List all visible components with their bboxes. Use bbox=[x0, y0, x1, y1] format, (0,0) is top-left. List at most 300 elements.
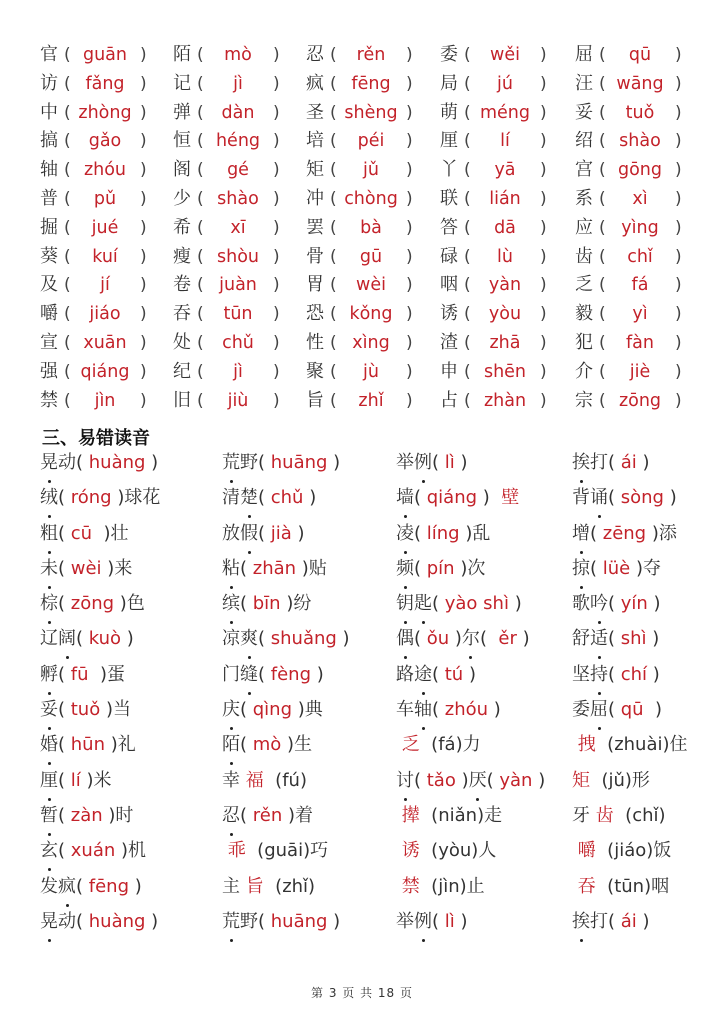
hanzi-character: 陌 bbox=[173, 44, 191, 65]
highlighted-pinyin: zēng bbox=[597, 522, 652, 544]
pinyin-answer: jì bbox=[233, 73, 243, 94]
punctuation: yòu bbox=[438, 840, 472, 862]
punctuation: ( bbox=[425, 734, 439, 756]
left-paren: ( bbox=[197, 102, 204, 123]
left-paren: ( bbox=[330, 73, 337, 94]
punctuation: ) bbox=[286, 593, 294, 615]
punctuation: jǔ bbox=[608, 769, 625, 791]
pinyin-answer: gǎo bbox=[88, 131, 122, 152]
hanzi-character: 联 bbox=[440, 187, 458, 209]
right-paren: ) bbox=[675, 188, 682, 209]
pinyin-answer: zhā bbox=[489, 332, 521, 353]
pinyin-answer: kǒng bbox=[349, 304, 393, 325]
reading-entry bbox=[572, 729, 688, 764]
left-paren: ( bbox=[330, 332, 337, 353]
left-paren: ( bbox=[330, 390, 337, 411]
punctuation: ) bbox=[297, 699, 305, 721]
emphasized-character: 婚 bbox=[40, 729, 58, 761]
left-paren: ( bbox=[64, 246, 71, 267]
reading-entry bbox=[222, 835, 328, 870]
left-paren: ( bbox=[64, 332, 71, 353]
reading-entry bbox=[572, 482, 677, 517]
reading-entry bbox=[222, 588, 311, 623]
reading-entry bbox=[40, 482, 160, 517]
reading-entry bbox=[40, 835, 146, 870]
word-character: 色 bbox=[126, 593, 145, 615]
left-paren: ( bbox=[64, 361, 71, 382]
right-paren: ) bbox=[540, 45, 547, 65]
punctuation: ( bbox=[258, 628, 266, 650]
word-character: 机 bbox=[128, 840, 147, 862]
punctuation: ) bbox=[460, 910, 468, 932]
punctuation: ) bbox=[110, 734, 118, 756]
punctuation: ) bbox=[126, 628, 134, 650]
emphasized-character: 偶 bbox=[396, 623, 414, 655]
punctuation: ) bbox=[333, 452, 341, 473]
left-paren: ( bbox=[464, 304, 471, 325]
emphasized-character: 凌 bbox=[396, 518, 414, 550]
word-character: 打 bbox=[590, 452, 608, 473]
right-paren: ) bbox=[406, 73, 413, 94]
word-character: 蛋 bbox=[106, 663, 125, 685]
hanzi-character: 骨 bbox=[306, 245, 324, 267]
punctuation: ) bbox=[316, 663, 324, 685]
punctuation: ) bbox=[99, 663, 107, 685]
hanzi-character: 希 bbox=[173, 216, 191, 238]
hanzi-character: 毅 bbox=[575, 303, 593, 325]
right-paren: ) bbox=[406, 275, 413, 296]
reading-entry bbox=[572, 800, 666, 835]
pinyin-answer: qiáng bbox=[80, 361, 130, 382]
reading-entry bbox=[40, 553, 132, 588]
pinyin-row bbox=[40, 387, 710, 416]
left-paren: ( bbox=[197, 304, 204, 325]
right-paren: ) bbox=[273, 188, 280, 209]
pinyin-answer: jǔ bbox=[363, 160, 379, 181]
pinyin-answer: fēng bbox=[351, 73, 391, 94]
emphasized-character: 玄 bbox=[40, 835, 58, 867]
punctuation: ( bbox=[432, 663, 440, 685]
highlighted-pinyin: tǎo bbox=[421, 769, 462, 791]
highlighted-pinyin: fēng bbox=[83, 875, 135, 897]
word-character: 委 bbox=[572, 699, 590, 721]
word-character: 贴 bbox=[308, 557, 327, 579]
hanzi-character: 恐 bbox=[306, 303, 324, 325]
right-paren: ) bbox=[675, 217, 682, 238]
highlighted-pinyin: qìng bbox=[247, 699, 298, 721]
emphasized-character: 楚 bbox=[240, 482, 258, 514]
punctuation: tūn bbox=[614, 875, 645, 897]
punctuation: ) bbox=[151, 910, 159, 932]
easy-mistake-readings-grid bbox=[40, 447, 720, 941]
hanzi-character: 诱 bbox=[440, 303, 458, 325]
right-paren: ) bbox=[675, 332, 682, 353]
left-paren: ( bbox=[330, 361, 337, 382]
reading-entry bbox=[572, 659, 660, 694]
highlighted-pinyin: huàng bbox=[83, 910, 152, 932]
right-paren: ) bbox=[675, 390, 682, 411]
pinyin-answer: chòng bbox=[344, 188, 398, 209]
word-character: 动 bbox=[58, 452, 76, 473]
punctuation: ( bbox=[608, 699, 616, 721]
left-paren: ( bbox=[599, 131, 606, 152]
highlighted-pinyin: mò bbox=[247, 734, 288, 756]
pinyin-answer: wěi bbox=[490, 45, 520, 65]
highlighted-pinyin: 诱 bbox=[396, 840, 426, 862]
hanzi-character: 咽 bbox=[440, 274, 458, 296]
right-paren: ) bbox=[273, 73, 280, 94]
punctuation: ) bbox=[309, 487, 317, 509]
word-character: 礼 bbox=[117, 734, 136, 756]
highlighted-pinyin: 嚼 bbox=[572, 840, 602, 862]
left-paren: ( bbox=[599, 45, 606, 65]
punctuation: ) bbox=[107, 557, 115, 579]
punctuation: ( bbox=[432, 699, 440, 721]
hanzi-character: 罢 bbox=[306, 216, 324, 238]
reading-entry bbox=[572, 447, 650, 482]
pinyin-answer: wèi bbox=[356, 275, 386, 296]
pinyin-answer: jiáo bbox=[89, 304, 121, 325]
punctuation: ) bbox=[461, 769, 469, 791]
pinyin-answer: kuí bbox=[92, 246, 118, 267]
left-paren: ( bbox=[464, 275, 471, 296]
hanzi-character: 卷 bbox=[173, 274, 191, 296]
word-character: 次 bbox=[467, 557, 486, 579]
punctuation: ) bbox=[482, 487, 490, 509]
pinyin-row bbox=[40, 99, 710, 128]
pinyin-answer: xì bbox=[632, 188, 648, 209]
right-paren: ) bbox=[140, 45, 147, 65]
punctuation: ) bbox=[644, 875, 652, 897]
punctuation: ) bbox=[468, 663, 476, 685]
reading-entry bbox=[396, 800, 502, 835]
punctuation: ) bbox=[460, 557, 468, 579]
left-paren: ( bbox=[464, 73, 471, 94]
punctuation: ) bbox=[454, 628, 462, 650]
punctuation: ( bbox=[608, 452, 616, 473]
word-character: 夺 bbox=[643, 557, 661, 579]
emphasized-character: 诵 bbox=[590, 482, 608, 514]
highlighted-pinyin: kuò bbox=[83, 628, 127, 650]
word-character: 形 bbox=[631, 769, 650, 791]
punctuation: ( bbox=[414, 522, 422, 544]
pinyin-answer: jiù bbox=[227, 390, 249, 411]
emphasized-character: 棕 bbox=[40, 588, 58, 620]
emphasized-character: 适 bbox=[590, 623, 608, 655]
pinyin-answer: xuān bbox=[83, 332, 127, 353]
highlighted-pinyin: 撵 bbox=[396, 804, 426, 826]
word-character: 典 bbox=[304, 699, 323, 721]
hanzi-character: 屈 bbox=[575, 44, 593, 65]
left-paren: ( bbox=[599, 361, 606, 382]
emphasized-character: 庆 bbox=[222, 694, 240, 726]
emphasized-character: 匙 bbox=[414, 588, 432, 620]
reading-entry bbox=[40, 588, 145, 623]
right-paren: ) bbox=[406, 304, 413, 325]
highlighted-pinyin: 乏 bbox=[396, 734, 426, 756]
punctuation: ) bbox=[662, 734, 670, 756]
word-character: 生 bbox=[294, 734, 313, 756]
punctuation: ) bbox=[86, 769, 94, 791]
pinyin-answer: qū bbox=[628, 45, 652, 65]
hanzi-character: 禁 bbox=[40, 389, 58, 411]
hanzi-character: 应 bbox=[575, 216, 593, 238]
reading-entry bbox=[222, 447, 340, 482]
word-character: 打 bbox=[590, 910, 608, 932]
reading-row bbox=[40, 765, 720, 800]
punctuation: ) bbox=[522, 628, 530, 650]
punctuation: ) bbox=[646, 840, 654, 862]
highlighted-pinyin: lì bbox=[439, 910, 461, 932]
pinyin-row bbox=[40, 271, 710, 300]
left-paren: ( bbox=[330, 131, 337, 152]
punctuation: ( bbox=[601, 875, 615, 897]
word-character: 背 bbox=[572, 487, 590, 509]
reading-entry bbox=[396, 623, 530, 658]
hanzi-character: 轴 bbox=[40, 159, 58, 181]
punctuation: ) bbox=[459, 875, 467, 897]
emphasized-character: 轴 bbox=[414, 694, 432, 726]
reading-entry bbox=[396, 553, 485, 588]
punctuation: jiáo bbox=[614, 840, 647, 862]
emphasized-character: 缝 bbox=[240, 659, 258, 691]
hanzi-character: 及 bbox=[40, 274, 58, 296]
reading-entry bbox=[40, 800, 133, 835]
punctuation: jìn bbox=[438, 875, 460, 897]
right-paren: ) bbox=[273, 304, 280, 325]
word-character: 住 bbox=[669, 734, 688, 756]
punctuation: ) bbox=[460, 452, 468, 473]
reading-entry bbox=[572, 906, 650, 941]
left-paren: ( bbox=[330, 160, 337, 181]
right-paren: ) bbox=[540, 390, 547, 411]
hanzi-character: 忍 bbox=[306, 44, 324, 65]
punctuation: ( bbox=[414, 487, 422, 509]
right-paren: ) bbox=[675, 131, 682, 152]
punctuation: ( bbox=[414, 557, 422, 579]
hanzi-character: 处 bbox=[173, 331, 191, 353]
hanzi-character: 宣 bbox=[40, 331, 58, 353]
hanzi-character: 聚 bbox=[306, 360, 324, 382]
hanzi-character: 委 bbox=[440, 44, 458, 65]
right-paren: ) bbox=[273, 332, 280, 353]
reading-entry bbox=[572, 871, 669, 906]
punctuation: ( bbox=[240, 804, 248, 826]
hanzi-character: 系 bbox=[575, 187, 593, 209]
pinyin-answer: yā bbox=[494, 160, 516, 181]
emphasized-character: 厘 bbox=[40, 765, 58, 797]
right-paren: ) bbox=[140, 102, 147, 123]
hanzi-character: 冲 bbox=[306, 187, 324, 209]
highlighted-pinyin: rěn bbox=[247, 804, 288, 826]
hanzi-character: 瘦 bbox=[173, 245, 191, 267]
emphasized-character: 例 bbox=[414, 906, 432, 938]
punctuation: ( bbox=[425, 804, 439, 826]
punctuation: ) bbox=[105, 699, 113, 721]
pinyin-answer: shēn bbox=[483, 361, 527, 382]
hanzi-character: 旨 bbox=[306, 389, 324, 411]
right-paren: ) bbox=[540, 188, 547, 209]
hanzi-character: 局 bbox=[440, 72, 458, 94]
word-character: 动 bbox=[58, 910, 76, 932]
reading-row bbox=[40, 553, 720, 588]
right-paren: ) bbox=[273, 361, 280, 382]
emphasized-character: 陌 bbox=[222, 729, 240, 761]
reading-entry bbox=[396, 518, 490, 553]
right-paren: ) bbox=[140, 304, 147, 325]
right-paren: ) bbox=[540, 160, 547, 181]
emphasized-character: 粗 bbox=[40, 518, 58, 550]
highlighted-pinyin: 齿 bbox=[595, 804, 614, 826]
pinyin-row bbox=[40, 41, 710, 70]
emphasized-character: 暂 bbox=[40, 800, 58, 832]
left-paren: ( bbox=[197, 275, 204, 296]
right-paren: ) bbox=[140, 188, 147, 209]
punctuation: ) bbox=[134, 875, 142, 897]
left-paren: ( bbox=[330, 188, 337, 209]
emphasized-character: 频 bbox=[396, 553, 414, 585]
left-paren: ( bbox=[64, 275, 71, 296]
left-paren: ( bbox=[464, 160, 471, 181]
emphasized-character: 晃 bbox=[40, 906, 58, 938]
punctuation: ( bbox=[414, 769, 422, 791]
pinyin-answer: zhóu bbox=[83, 160, 127, 181]
highlighted-pinyin: 拽 bbox=[572, 734, 602, 756]
left-paren: ( bbox=[330, 275, 337, 296]
emphasized-character: 忍 bbox=[222, 800, 240, 832]
punctuation: ) bbox=[120, 840, 129, 862]
highlighted-pinyin: lì bbox=[439, 452, 461, 473]
word-character: 车 bbox=[396, 699, 414, 721]
pinyin-answer: guān bbox=[82, 45, 127, 65]
word-character: 走 bbox=[484, 804, 503, 826]
hanzi-character: 申 bbox=[440, 360, 458, 382]
hanzi-character: 搞 bbox=[40, 130, 58, 152]
reading-row bbox=[40, 835, 720, 870]
punctuation: ( bbox=[240, 593, 248, 615]
pinyin-answer: yì bbox=[632, 304, 648, 325]
hanzi-character: 介 bbox=[575, 360, 593, 382]
left-paren: ( bbox=[599, 188, 606, 209]
pinyin-answer: bà bbox=[360, 217, 382, 238]
left-paren: ( bbox=[464, 217, 471, 238]
pinyin-row bbox=[40, 358, 710, 387]
word-character: 野 bbox=[240, 910, 258, 932]
reading-row bbox=[40, 694, 720, 729]
punctuation: ( bbox=[608, 628, 616, 650]
left-paren: ( bbox=[64, 304, 71, 325]
left-paren: ( bbox=[599, 390, 606, 411]
reading-entry bbox=[222, 729, 312, 764]
highlighted-pinyin: bīn bbox=[247, 593, 287, 615]
highlighted-pinyin: shuǎng bbox=[265, 628, 343, 650]
reading-row bbox=[40, 800, 720, 835]
highlighted-pinyin: hūn bbox=[65, 734, 111, 756]
hanzi-character: 葵 bbox=[40, 245, 58, 267]
right-paren: ) bbox=[675, 160, 682, 181]
right-paren: ) bbox=[273, 102, 280, 123]
punctuation: ) bbox=[651, 522, 659, 544]
emphasized-character: 增 bbox=[572, 518, 590, 550]
punctuation: ( bbox=[608, 593, 616, 615]
pinyin-answer: yìng bbox=[621, 217, 659, 238]
hanzi-character: 圣 bbox=[306, 101, 324, 123]
hanzi-character: 答 bbox=[440, 216, 458, 238]
reading-entry bbox=[222, 765, 307, 800]
pinyin-row bbox=[40, 329, 710, 358]
punctuation: ) bbox=[117, 487, 125, 509]
reading-entry bbox=[222, 518, 305, 553]
left-paren: ( bbox=[197, 160, 204, 181]
hanzi-character: 萌 bbox=[440, 101, 458, 123]
right-paren: ) bbox=[140, 332, 147, 353]
right-paren: ) bbox=[140, 275, 147, 296]
pinyin-answer: zhǐ bbox=[358, 390, 384, 411]
punctuation: ) bbox=[477, 804, 485, 826]
pinyin-answer: méng bbox=[479, 102, 530, 123]
left-paren: ( bbox=[464, 361, 471, 382]
left-paren: ( bbox=[64, 102, 71, 123]
pinyin-answer: tūn bbox=[223, 304, 253, 325]
punctuation: ) bbox=[287, 734, 295, 756]
left-paren: ( bbox=[64, 160, 71, 181]
punctuation: ) bbox=[455, 734, 463, 756]
punctuation: ) bbox=[333, 910, 341, 932]
pinyin-answer: shèng bbox=[344, 102, 398, 123]
hanzi-character: 妥 bbox=[575, 101, 593, 123]
pinyin-answer: yòu bbox=[488, 304, 522, 325]
left-paren: ( bbox=[64, 45, 71, 65]
pinyin-answer: gū bbox=[359, 246, 383, 267]
highlighted-pinyin: zōng bbox=[65, 593, 120, 615]
left-paren: ( bbox=[197, 217, 204, 238]
right-paren: ) bbox=[540, 131, 547, 152]
emphasized-character: 未 bbox=[40, 553, 58, 585]
hanzi-character: 宗 bbox=[575, 389, 593, 411]
highlighted-pinyin: zhóu bbox=[439, 699, 494, 721]
punctuation: ) bbox=[465, 522, 473, 544]
pinyin-row bbox=[40, 156, 710, 185]
word-character: 人 bbox=[478, 840, 497, 862]
hanzi-character: 强 bbox=[40, 360, 58, 382]
reading-entry bbox=[396, 765, 545, 800]
hanzi-character: 占 bbox=[440, 389, 458, 411]
left-paren: ( bbox=[464, 332, 471, 353]
highlighted-pinyin: tuǒ bbox=[65, 699, 106, 721]
pinyin-answer: dā bbox=[494, 217, 516, 238]
right-paren: ) bbox=[675, 361, 682, 382]
punctuation: ) bbox=[538, 769, 546, 791]
right-paren: ) bbox=[273, 160, 280, 181]
punctuation: ) bbox=[652, 663, 660, 685]
pinyin-answer: pǔ bbox=[93, 188, 117, 209]
punctuation: ) bbox=[151, 452, 159, 473]
pinyin-answer: chǐ bbox=[627, 246, 653, 267]
reading-entry bbox=[396, 659, 476, 694]
reading-entry bbox=[222, 482, 316, 517]
right-paren: ) bbox=[273, 275, 280, 296]
right-paren: ) bbox=[540, 217, 547, 238]
highlighted-pinyin: tú bbox=[439, 663, 469, 685]
hanzi-character: 丫 bbox=[440, 159, 458, 181]
highlighted-pinyin: sòng bbox=[615, 487, 670, 509]
right-paren: ) bbox=[406, 246, 413, 267]
left-paren: ( bbox=[599, 332, 606, 353]
emphasized-character: 钥 bbox=[396, 588, 414, 620]
punctuation: ( bbox=[76, 628, 84, 650]
pinyin-answer: gé bbox=[227, 160, 249, 181]
hanzi-character: 绍 bbox=[575, 130, 593, 152]
